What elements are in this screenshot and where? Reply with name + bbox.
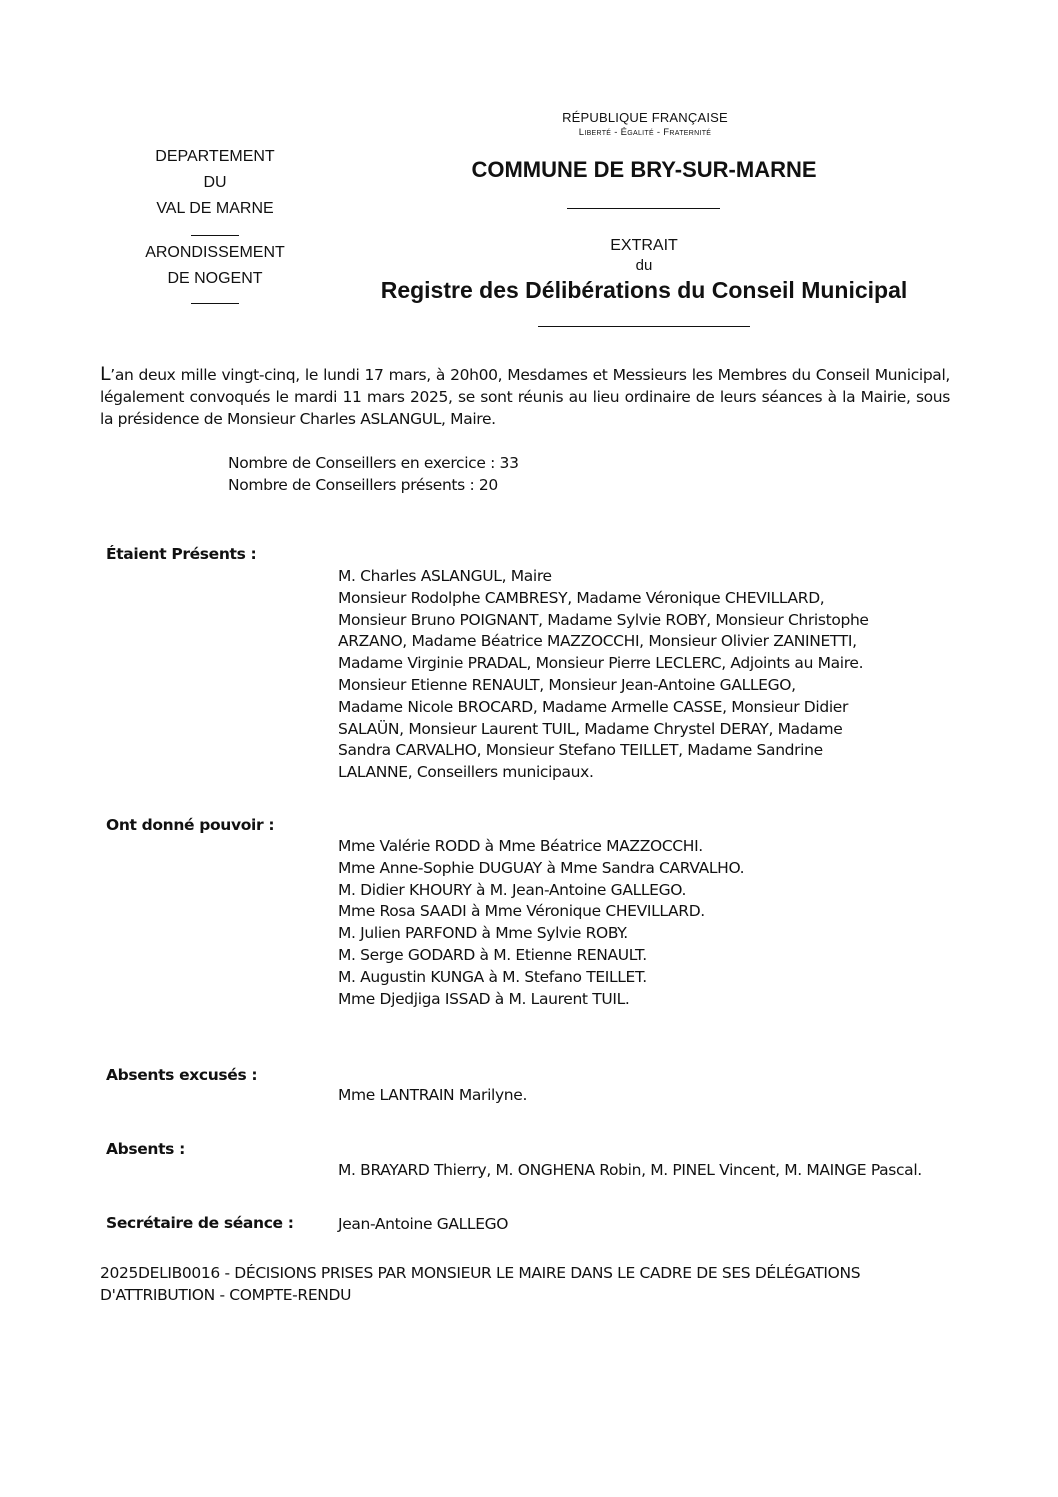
counts-block	[228, 453, 828, 497]
pouvoir-line: M. Serge GODARD à M. Etienne RENAULT.	[338, 945, 647, 964]
pouvoir-line: Mme Djedjiga ISSAD à M. Laurent TUIL.	[338, 989, 630, 1008]
pouvoir-line: Mme Valérie RODD à Mme Béatrice MAZZOCCHI.	[338, 837, 703, 855]
pouvoir-line: Mme Anne-Sophie DUGUAY à Mme Sandra CARVALHO.	[338, 858, 745, 877]
intro-initial: L	[100, 363, 111, 385]
excuses-label: Absents excusés :	[106, 1066, 258, 1084]
presents-line: Monsieur Bruno POIGNANT, Madame Sylvie ROBY, Monsieur Christophe	[338, 610, 869, 629]
presents-line: SALAÜN, Monsieur Laurent TUIL, Madame Chrystel DERAY, Madame	[338, 719, 843, 738]
department-block	[110, 144, 320, 310]
presents-line: ARZANO, Madame Béatrice MAZZOCCHI, Monsieur Olivier ZANINETTI,	[338, 632, 857, 651]
registre-title: Registre des Délibérations du Conseil Municipal	[380, 277, 908, 303]
secretaire-text: Jean-Antoine GALLEGO	[338, 1215, 509, 1233]
intro-paragraph	[100, 364, 950, 430]
divider	[567, 208, 720, 209]
du-label: du	[635, 257, 653, 274]
pouvoir-line: M. Didier KHOURY à M. Jean-Antoine GALLEGO.	[338, 880, 687, 899]
presents-line: Madame Nicole BROCARD, Madame Armelle CASSE, Monsieur Didier	[338, 697, 848, 716]
arrondissement-line: ARONDISSEMENT	[145, 244, 285, 261]
presents-line: Madame Virginie PRADAL, Monsieur Pierre LECLERC, Adjoints au Maire.	[338, 654, 864, 673]
deliberation-line: 2025DELIB0016 - DÉCISIONS PRISES PAR MONSIEUR LE MAIRE DANS LE CADRE DE SES DÉLÉGATIONS	[100, 1264, 861, 1282]
pouvoir-line: M. Julien PARFOND à Mme Sylvie ROBY.	[338, 924, 628, 943]
presents-list	[338, 566, 950, 784]
divider	[110, 292, 320, 310]
deliberation-title	[100, 1263, 960, 1307]
pouvoir-label: Ont donné pouvoir :	[106, 816, 275, 834]
excuses-text: Mme LANTRAIN Marilyne.	[338, 1086, 528, 1104]
arrondissement-line: DE NOGENT	[167, 270, 263, 287]
presents-label: Étaient Présents :	[106, 545, 257, 563]
commune-title: COMMUNE DE BRY-SUR-MARNE	[471, 157, 817, 182]
count-en-exercice: Nombre de Conseillers en exercice : 33	[228, 454, 519, 472]
count-presents: Nombre de Conseillers présents : 20	[228, 475, 498, 494]
extrait-label: EXTRAIT	[610, 237, 678, 254]
intro-text: ’an deux mille vingt-cinq, le lundi 17 mars, à 20h00, Mesdames et Messieurs les Membres du Conseil Municipal, légalement convoqués le mardi 11 mars 2025, se sont réunis au lieu ordinaire de leurs séances à la Mairie, sous la présidence de Monsieur Charles ASLANGUL, Maire.	[100, 366, 950, 428]
absents-text: M. BRAYARD Thierry, M. ONGHENA Robin, M. PINEL Vincent, M. MAINGE Pascal.	[338, 1161, 922, 1179]
presents-line: Monsieur Rodolphe CAMBRESY, Madame Véronique CHEVILLARD,	[338, 588, 825, 607]
republique-motto: Liberté - Égalité - Fraternité	[578, 127, 712, 138]
secretaire-label: Secrétaire de séance :	[106, 1214, 294, 1232]
department-line: DEPARTEMENT	[155, 148, 275, 165]
presents-line: Monsieur Etienne RENAULT, Monsieur Jean-Antoine GALLEGO,	[338, 675, 796, 694]
presents-line: M. Charles ASLANGUL, Maire	[338, 567, 552, 585]
pouvoir-line: M. Augustin KUNGA à M. Stefano TEILLET.	[338, 967, 647, 986]
absents-label: Absents :	[106, 1140, 185, 1158]
divider	[110, 222, 320, 240]
divider	[538, 326, 750, 327]
pouvoir-line: Mme Rosa SAADI à Mme Véronique CHEVILLARD.	[338, 902, 705, 921]
department-line: VAL DE MARNE	[156, 200, 274, 217]
republique-title: RÉPUBLIQUE FRANÇAISE	[562, 110, 728, 125]
department-line: DU	[203, 174, 227, 191]
presents-line: Sandra CARVALHO, Monsieur Stefano TEILLET, Madame Sandrine	[338, 741, 823, 760]
presents-line: LALANNE, Conseillers municipaux.	[338, 763, 594, 782]
pouvoir-list	[338, 836, 950, 1010]
deliberation-line: D'ATTRIBUTION - COMPTE-RENDU	[100, 1285, 352, 1304]
